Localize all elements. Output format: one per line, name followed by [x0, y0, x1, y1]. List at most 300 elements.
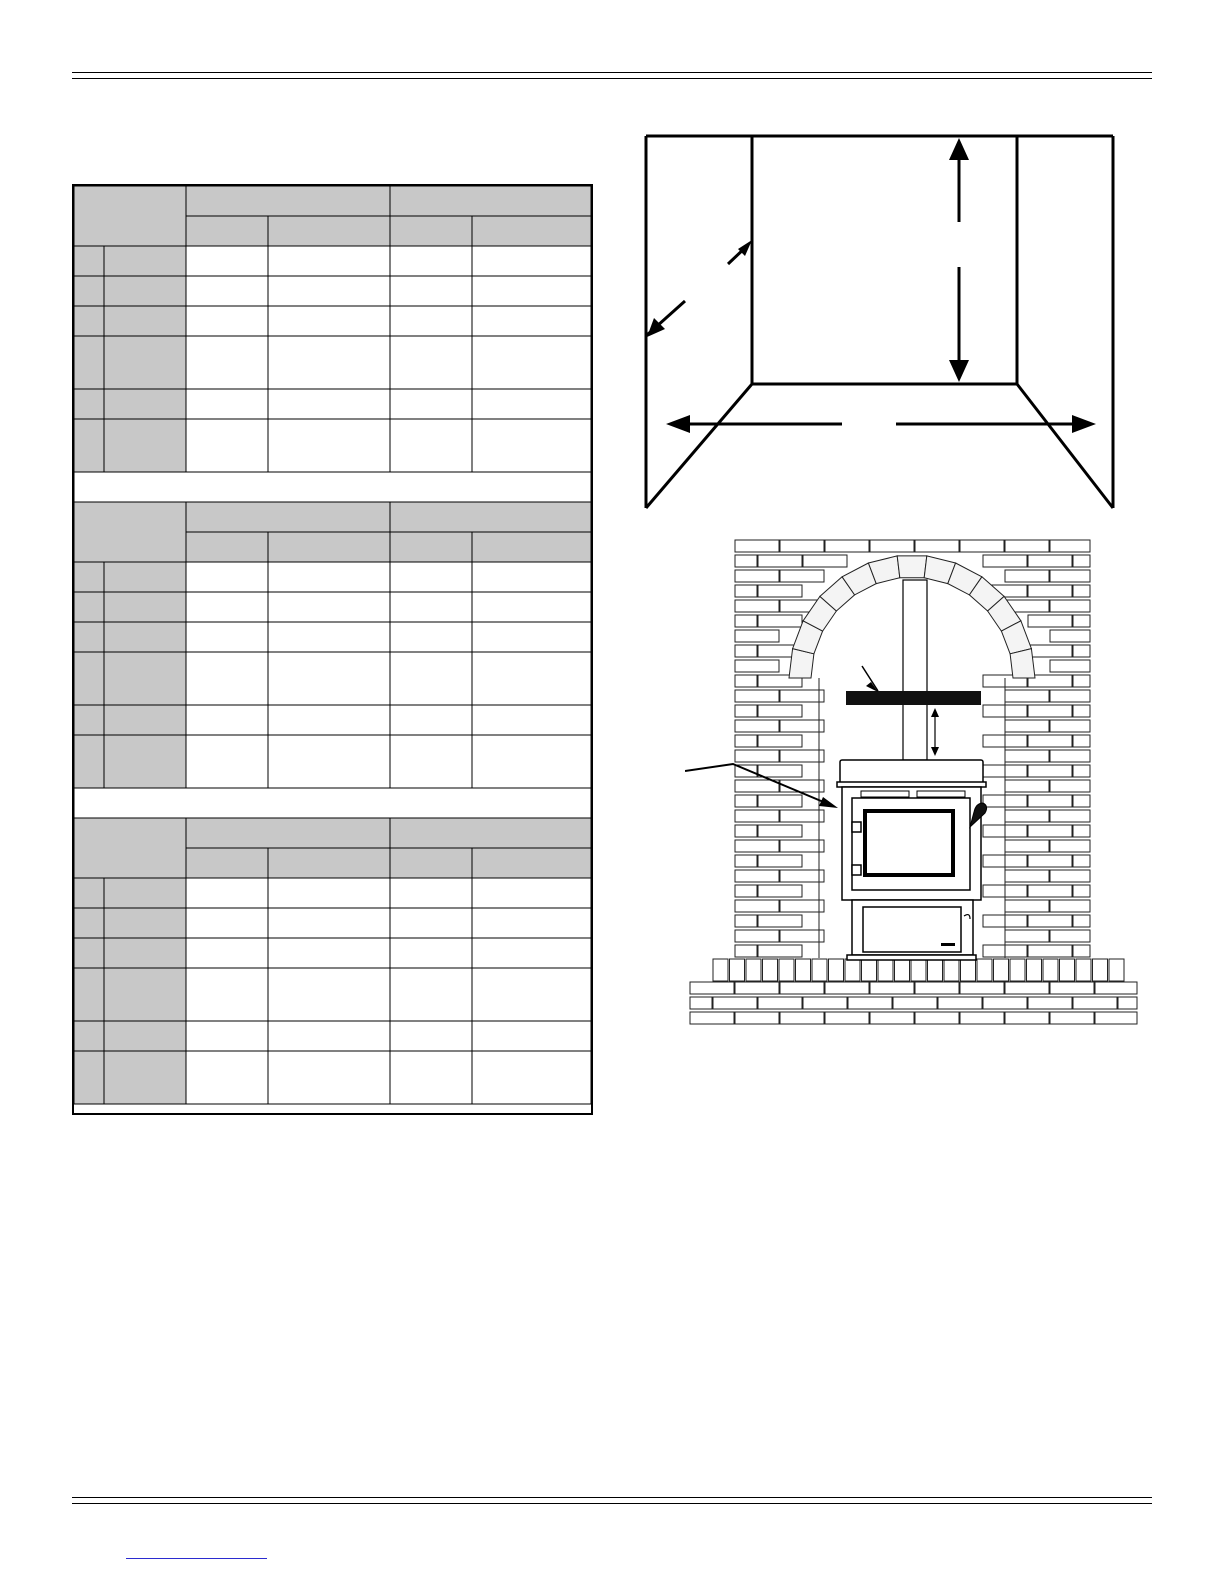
alcove-dimension-diagram	[640, 130, 1120, 515]
hearth-brick	[994, 959, 1009, 981]
table-cell	[390, 938, 472, 968]
hearth-brick	[779, 959, 794, 981]
brick	[1028, 945, 1072, 957]
brick	[1073, 705, 1090, 717]
table-cell	[268, 1051, 390, 1104]
hearth-brick	[825, 982, 869, 994]
brick	[1028, 645, 1072, 657]
table-cell	[186, 705, 268, 735]
brick	[1028, 855, 1072, 867]
brick	[735, 615, 757, 627]
brick	[1005, 930, 1049, 942]
hearth-brick	[713, 959, 728, 981]
hearth-brick	[1005, 1012, 1049, 1024]
brick	[1028, 615, 1072, 627]
table-cell	[472, 276, 591, 306]
hearth-brick	[746, 959, 761, 981]
brick	[735, 720, 779, 732]
brick	[1028, 765, 1072, 777]
table-cell	[186, 419, 268, 472]
brick	[983, 555, 1027, 567]
brick	[1005, 750, 1049, 762]
clearance-tables	[72, 184, 593, 1115]
table-cell	[390, 1051, 472, 1104]
table-cell	[268, 705, 390, 735]
brick	[758, 735, 802, 747]
hearth-brick	[960, 1012, 1004, 1024]
brick	[735, 630, 779, 642]
table-cell	[186, 735, 268, 788]
stove-base-plate	[847, 955, 976, 960]
brick	[758, 945, 802, 957]
row-header	[74, 968, 186, 1021]
brick	[780, 930, 824, 942]
brick	[915, 540, 959, 552]
column-subheader	[472, 532, 591, 562]
hearth-brick	[690, 1012, 734, 1024]
hearth-brick	[796, 959, 811, 981]
table-cell	[268, 246, 390, 276]
brick	[1050, 630, 1090, 642]
hearth-brick	[1109, 959, 1124, 981]
brick	[758, 615, 802, 627]
row-header	[74, 1021, 186, 1051]
brick	[1028, 735, 1072, 747]
brick	[735, 735, 757, 747]
brick	[735, 915, 757, 927]
row-header	[74, 276, 186, 306]
table-cell	[268, 419, 390, 472]
column-subheader	[390, 532, 472, 562]
table-cell	[472, 622, 591, 652]
pointer-arrow-icon	[819, 797, 838, 808]
brick	[735, 660, 779, 672]
arrow-down-icon	[949, 360, 969, 382]
column-group-header	[390, 818, 591, 848]
brick	[1073, 915, 1090, 927]
brick	[735, 705, 757, 717]
hearth-brick	[780, 982, 824, 994]
brick	[1073, 795, 1090, 807]
table-cell	[472, 306, 591, 336]
brick	[735, 795, 757, 807]
hearth-brick	[870, 1012, 914, 1024]
hearth-brick	[944, 959, 959, 981]
table-cell	[268, 938, 390, 968]
hearth-brick	[862, 959, 877, 981]
column-group-header	[390, 186, 591, 216]
brick	[1028, 795, 1072, 807]
table-cell	[186, 306, 268, 336]
table-cell	[186, 1021, 268, 1051]
brick	[758, 915, 802, 927]
brick	[780, 810, 824, 822]
brick	[780, 570, 824, 582]
hearth-brick	[825, 1012, 869, 1024]
table-cell	[390, 908, 472, 938]
column-group-header	[186, 502, 390, 532]
table-separator-row	[74, 472, 591, 502]
table-cell	[186, 968, 268, 1021]
door-hinge	[852, 865, 861, 875]
brick	[1050, 540, 1090, 552]
header-rule-top	[72, 72, 1152, 73]
footer-link-underline[interactable]	[126, 1558, 267, 1559]
hearth-bricks	[690, 959, 1137, 1024]
brick	[1028, 585, 1072, 597]
brick	[825, 540, 869, 552]
hearth-brick	[1095, 982, 1137, 994]
brick	[1073, 735, 1090, 747]
brick	[1005, 720, 1049, 732]
brick	[1050, 660, 1090, 672]
clearance-table-2	[74, 502, 591, 788]
table-cell	[268, 968, 390, 1021]
heat-shield-bar	[846, 691, 981, 705]
brick	[758, 885, 802, 897]
hearth-brick	[870, 982, 914, 994]
table-cell	[268, 1021, 390, 1051]
row-header	[74, 735, 186, 788]
brick	[735, 555, 757, 567]
brick	[780, 750, 824, 762]
brick	[735, 825, 757, 837]
table-cell	[186, 389, 268, 419]
brick	[1050, 570, 1090, 582]
table-cell	[472, 562, 591, 592]
brick	[1005, 810, 1049, 822]
row-header	[74, 1051, 186, 1104]
table-cell	[390, 735, 472, 788]
table-cell	[186, 562, 268, 592]
hearth-brick	[812, 959, 827, 981]
brick	[735, 675, 757, 687]
brick	[803, 555, 847, 567]
brick	[1073, 555, 1090, 567]
table-cell	[268, 735, 390, 788]
hearth-brick	[1010, 959, 1025, 981]
brick	[1073, 855, 1090, 867]
hearth-brick	[803, 997, 847, 1009]
table-cell	[390, 968, 472, 1021]
row-header	[74, 622, 186, 652]
table-cell	[390, 246, 472, 276]
hearth-brick	[780, 1012, 824, 1024]
hearth-brick	[1028, 997, 1072, 1009]
row-header	[74, 419, 186, 472]
brick	[735, 570, 779, 582]
brick	[1073, 585, 1090, 597]
footer-rule-bottom	[72, 1503, 1152, 1504]
row-header	[74, 705, 186, 735]
hearth-brick	[1050, 1012, 1094, 1024]
alcove-floor-right-edge	[1017, 384, 1113, 508]
brick	[1005, 540, 1049, 552]
brick	[1050, 750, 1090, 762]
table-cell	[472, 336, 591, 389]
table-cell	[390, 622, 472, 652]
brick	[735, 885, 757, 897]
table-cell	[472, 968, 591, 1021]
table-cell	[186, 878, 268, 908]
brick	[1050, 810, 1090, 822]
row-header	[74, 336, 186, 389]
hearth-brick	[1027, 959, 1042, 981]
hearth-brick	[1118, 997, 1137, 1009]
row-header	[74, 246, 186, 276]
brick	[758, 705, 802, 717]
column-subheader	[186, 532, 268, 562]
brick	[1050, 930, 1090, 942]
table-cell	[390, 652, 472, 705]
table-cell	[472, 389, 591, 419]
table-cell	[390, 276, 472, 306]
stove-top	[840, 760, 983, 784]
brick	[735, 690, 779, 702]
hearth-brick	[961, 959, 976, 981]
column-subheader	[268, 532, 390, 562]
brick	[780, 840, 824, 852]
brick	[780, 540, 824, 552]
brick	[1050, 780, 1090, 792]
brick	[735, 540, 779, 552]
brick	[1005, 570, 1049, 582]
brick	[870, 540, 914, 552]
table-separator-row	[74, 788, 591, 818]
clearance-table-3	[74, 818, 591, 1104]
hearth-brick	[690, 982, 734, 994]
brick	[1028, 915, 1072, 927]
table-cell	[268, 389, 390, 419]
brick	[735, 870, 779, 882]
hearth-brick	[829, 959, 844, 981]
hearth-brick	[1043, 959, 1058, 981]
hearth-brick	[1005, 982, 1049, 994]
brick	[1073, 645, 1090, 657]
brick	[735, 900, 779, 912]
brick	[758, 855, 802, 867]
brick	[1050, 870, 1090, 882]
clearance-table-1	[74, 186, 591, 472]
arrow-right-icon	[1072, 415, 1096, 433]
table-cell	[390, 592, 472, 622]
table-cell	[186, 246, 268, 276]
table-cell	[390, 336, 472, 389]
row-header	[74, 908, 186, 938]
hearth-brick	[893, 997, 937, 1009]
column-subheader	[186, 848, 268, 878]
brick	[735, 930, 779, 942]
column-subheader	[390, 848, 472, 878]
arrow-down-icon	[931, 747, 939, 756]
row-header	[74, 562, 186, 592]
column-subheader	[268, 848, 390, 878]
brick	[1073, 765, 1090, 777]
table-cell	[472, 1021, 591, 1051]
column-group-header	[390, 502, 591, 532]
brick	[735, 585, 757, 597]
brick	[735, 855, 757, 867]
arrow-up-icon	[931, 708, 939, 717]
table-cell	[390, 419, 472, 472]
table-cell	[390, 878, 472, 908]
table-cell	[186, 276, 268, 306]
table-cell	[472, 419, 591, 472]
brick	[1050, 840, 1090, 852]
column-group-header	[186, 186, 390, 216]
hearth-brick	[1060, 959, 1075, 981]
brick	[1050, 690, 1090, 702]
brick	[1050, 900, 1090, 912]
table-cell	[390, 705, 472, 735]
brick	[1005, 690, 1049, 702]
brick	[758, 555, 802, 567]
hearth-brick	[848, 997, 892, 1009]
flue-pipe	[903, 580, 927, 760]
column-subheader	[472, 216, 591, 246]
brick	[735, 600, 779, 612]
brick	[780, 690, 824, 702]
hearth-brick	[915, 1012, 959, 1024]
model-badge	[941, 943, 955, 946]
brick	[1073, 825, 1090, 837]
brick	[1073, 675, 1090, 687]
brick	[780, 870, 824, 882]
table-cell	[268, 878, 390, 908]
alcove-floor-left-edge	[646, 384, 752, 508]
header-rule-bottom	[72, 78, 1152, 79]
table-cell	[186, 938, 268, 968]
brick	[735, 840, 779, 852]
table-cell	[268, 622, 390, 652]
column-subheader	[472, 848, 591, 878]
row-header	[74, 938, 186, 968]
brick	[780, 720, 824, 732]
brick	[780, 900, 824, 912]
table-cell	[268, 306, 390, 336]
table-cell	[186, 622, 268, 652]
hearth-brick	[928, 959, 943, 981]
clearance-tables-grid	[74, 186, 591, 1113]
table-corner-header	[74, 818, 186, 878]
arch-brick	[897, 556, 927, 578]
hearth-brick	[735, 1012, 779, 1024]
hearth-brick	[690, 997, 712, 1009]
table-corner-header	[74, 502, 186, 562]
brick	[1028, 555, 1072, 567]
column-subheader	[390, 216, 472, 246]
door-hinge	[852, 822, 861, 832]
hearth-brick	[763, 959, 778, 981]
hearth-brick	[1076, 959, 1091, 981]
table-cell	[472, 908, 591, 938]
table-cell	[472, 592, 591, 622]
row-header	[74, 878, 186, 908]
brick	[1050, 600, 1090, 612]
table-cell	[268, 652, 390, 705]
table-cell	[472, 1051, 591, 1104]
table-cell	[268, 276, 390, 306]
stove-in-masonry-alcove-illustration	[685, 535, 1140, 1030]
table-cell	[186, 908, 268, 938]
table-cell	[268, 562, 390, 592]
hearth-brick	[983, 997, 1027, 1009]
hearth-brick	[735, 982, 779, 994]
table-cell	[472, 938, 591, 968]
table-cell	[390, 562, 472, 592]
table-corner-header	[74, 186, 186, 246]
arch-brick	[1010, 649, 1035, 678]
hearth-brick	[730, 959, 745, 981]
hearth-brick	[938, 997, 982, 1009]
hearth-brick	[878, 959, 893, 981]
footer-rule-top	[72, 1497, 1152, 1498]
brick	[960, 540, 1004, 552]
brick	[1073, 615, 1090, 627]
brick	[1050, 720, 1090, 732]
brick	[1073, 945, 1090, 957]
hearth-brick	[1093, 959, 1108, 981]
brick	[1005, 870, 1049, 882]
table-cell	[186, 652, 268, 705]
table-cell	[390, 306, 472, 336]
table-cell	[472, 652, 591, 705]
table-cell	[186, 1051, 268, 1104]
hearth-brick	[960, 982, 1004, 994]
hearth-brick	[1073, 997, 1117, 1009]
arrow-left-icon	[666, 415, 690, 433]
table-cell	[390, 1021, 472, 1051]
hearth-brick	[1095, 1012, 1137, 1024]
brick	[758, 795, 802, 807]
brick	[735, 645, 757, 657]
brick	[758, 765, 802, 777]
column-subheader	[268, 216, 390, 246]
table-cell	[268, 908, 390, 938]
hearth-brick	[758, 997, 802, 1009]
brick	[1028, 885, 1072, 897]
brick	[1073, 885, 1090, 897]
hearth-brick	[1050, 982, 1094, 994]
row-header	[74, 592, 186, 622]
row-header	[74, 652, 186, 705]
column-group-header	[186, 818, 390, 848]
row-header	[74, 389, 186, 419]
brick	[1005, 900, 1049, 912]
column-subheader	[186, 216, 268, 246]
hearth-brick	[915, 982, 959, 994]
brick	[1005, 780, 1049, 792]
brick	[758, 825, 802, 837]
hearth-brick	[977, 959, 992, 981]
brick	[735, 945, 757, 957]
table-cell	[390, 389, 472, 419]
arrow-up-icon	[949, 138, 969, 160]
brick	[735, 750, 779, 762]
stove-window	[865, 811, 953, 875]
row-header	[74, 306, 186, 336]
brick	[1028, 825, 1072, 837]
table-cell	[472, 735, 591, 788]
hearth-brick	[713, 997, 757, 1009]
brick	[735, 810, 779, 822]
hearth-brick	[895, 959, 910, 981]
table-cell	[472, 705, 591, 735]
table-cell	[186, 592, 268, 622]
table-cell	[268, 592, 390, 622]
brick	[1028, 705, 1072, 717]
table-cell	[186, 336, 268, 389]
